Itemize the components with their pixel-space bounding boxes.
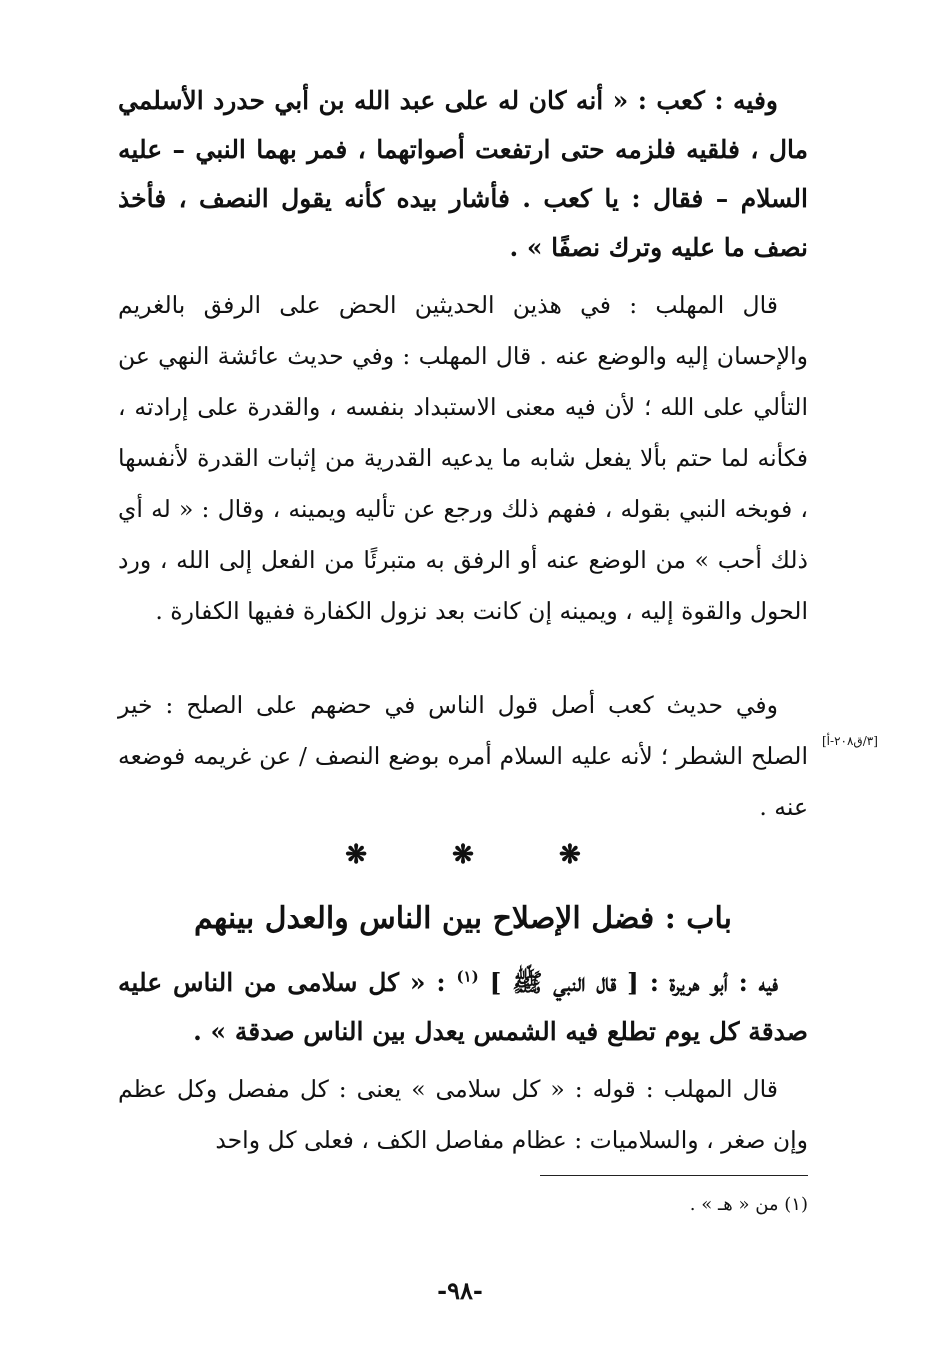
hadith-body: : « كل سلامى من الناس عليه صدقة كل يوم تطلع فيه الشمس يعدل بين الناس صدقة » . [118, 968, 808, 1046]
footnote-divider [540, 1175, 808, 1176]
mohallab-salami-paragraph: قال المهلب : قوله : « كل سلامى » يعنى : كل مفصل وكل عظم وإن صغر ، والسلاميات : عظام مفاصل الكف ، فعلى كل واحد [118, 1075, 808, 1154]
footnote: (١) من « هـ » . [689, 1194, 808, 1215]
kab-sulh-paragraph: وفي حديث كعب أصل قول الناس في حضهم على الصلح : خير الصلح الشطر ؛ لأنه عليه السلام أمره بوضع النصف / عن غريمه فوضعه عنه . [118, 691, 808, 821]
separator-star: ❋ [452, 840, 474, 870]
hadith-intro: فيه : أبو هريرة : [ قال النبي ﷺ ] [489, 968, 778, 997]
chapter-title: باب : فضل الإصلاح بين الناس والعدل بينهم [194, 901, 732, 936]
section-separator [118, 840, 808, 870]
hadith-abuhurayra-paragraph [118, 958, 808, 1056]
hadith-kab-paragraph: وفيه : كعب : « أنه كان له على عبد الله بن أبي حدرد الأسلمي مال ، فلقيه فلزمه حتى ارتفعت أصواتهما ، فمر بهما النبي – عليه السلام – فقال : يا كعب . فأشار بيده كأنه يقول النصف ، فأخذ نصف ما عليه وترك نصفًا » . [118, 86, 808, 262]
footnote-marker: (١) [456, 967, 479, 986]
separator-star: ❋ [558, 840, 581, 870]
mohallab-commentary-paragraph: قال المهلب : في هذين الحديثين الحض على الرفق بالغريم والإحسان إليه والوضع عنه . قال المهلب : وفي حديث عائشة النهي عن التألي على الله ؛ لأن فيه معنى الاستبداد بنفسه ، والقدرة على إرادته ، فكأنه لما حتم بألا يفعل شابه ما يدعيه القدرية من إثبات القدرة لأنفسها ، فوبخه النبي بقوله ، ففهم ذلك ورجع عن تأليه ويمينه ، وقال : « له أي ذلك أحب » من الوضع عنه أو الرفق به متبرئًا من الفعل إلى الله ، ورد الحول والقوة إليه ، ويمينه إن كانت بعد نزول الكفارة ففيها الكفارة . [118, 291, 808, 625]
manuscript-folio-reference: [٣/ق٢٠٨-أ] [822, 734, 878, 748]
separator-star: ❋ [345, 840, 368, 870]
page-number: -٩٨- [437, 1276, 483, 1305]
